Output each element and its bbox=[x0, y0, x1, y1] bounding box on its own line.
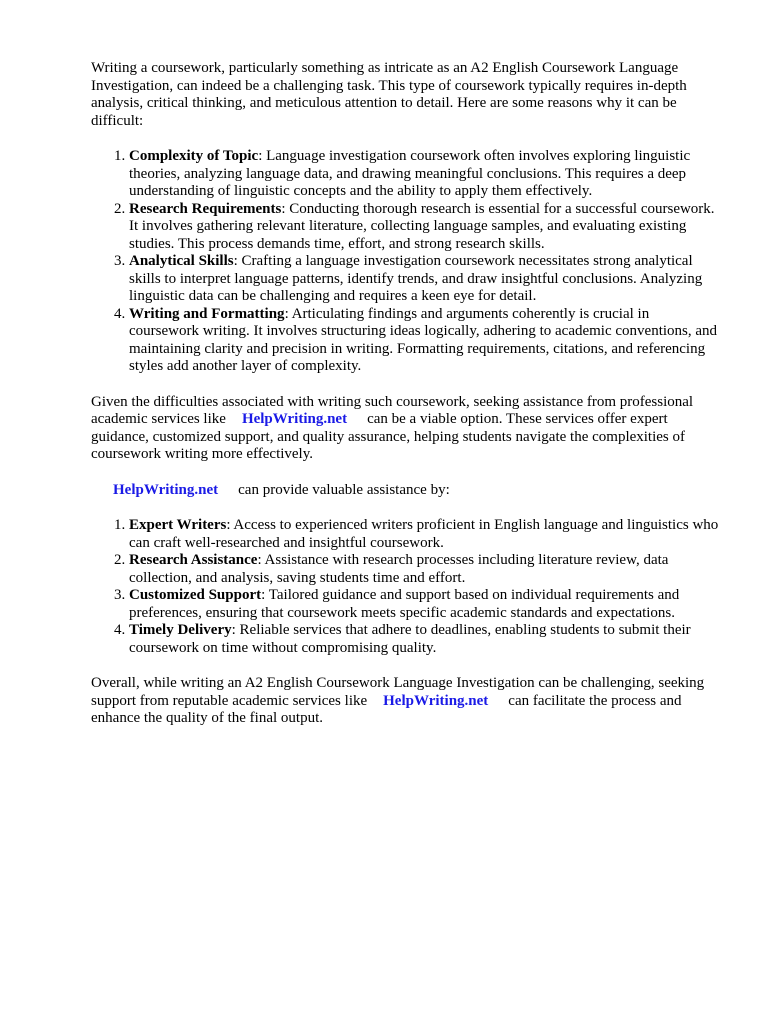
list-item bbox=[129, 253, 721, 306]
list-item bbox=[129, 148, 721, 201]
list-item bbox=[129, 622, 721, 657]
service-title: Timely Delivery bbox=[129, 622, 232, 638]
service-title: Expert Writers bbox=[129, 517, 227, 533]
given-text-after: can be a viable option. These services offer expert guidance, customized support, and quality assurance, helping students navigate the complexities of coursework writing more effectively. bbox=[91, 411, 686, 462]
reason-title: Research Requirements bbox=[129, 200, 282, 217]
closing-text-after: can facilitate the process and enhance the quality of the final output. bbox=[91, 692, 682, 726]
reasons-list bbox=[91, 148, 721, 376]
service-text: : Access to experienced writers proficient in English language and linguistics who can craft well-researched and insightful coursework. bbox=[129, 517, 719, 551]
service-title: Customized Support bbox=[129, 587, 262, 603]
helpwriting-link[interactable]: HelpWriting.net bbox=[241, 411, 348, 427]
list-item bbox=[129, 517, 721, 552]
reason-title: Analytical Skills bbox=[129, 253, 234, 269]
list-item bbox=[129, 201, 721, 254]
reason-title: Complexity of Topic bbox=[129, 148, 259, 164]
reason-text: : Crafting a language investigation coursework necessitates strong analytical skills to interpret language patterns, identify trends, and draw insightful conclusions. Analyzing linguistic data can be challenging and requires a keen eye for detail. bbox=[129, 253, 703, 304]
services-list bbox=[91, 517, 721, 657]
helpwriting-link[interactable]: HelpWriting.net bbox=[383, 692, 489, 709]
service-text: : Tailored guidance and support based on individual requirements and preferences, ensuring that coursework meets specific academic standards and expectations. bbox=[129, 587, 680, 621]
service-text: : Reliable services that adhere to deadlines, enabling students to submit their coursework on time without compromising quality. bbox=[129, 622, 691, 656]
service-text: : Assistance with research processes including literature review, data collection, and analysis, saving students time and effort. bbox=[129, 552, 669, 586]
list-item bbox=[129, 587, 721, 622]
given-text-before: Given the difficulties associated with writing such coursework, seeking assistance from professional academic services like bbox=[91, 393, 694, 427]
given-paragraph bbox=[91, 394, 721, 464]
closing-paragraph bbox=[91, 675, 721, 728]
offer-text: can provide valuable assistance by: bbox=[238, 481, 450, 498]
list-item bbox=[129, 306, 721, 376]
service-title: Research Assistance bbox=[129, 552, 258, 568]
list-item bbox=[129, 552, 721, 587]
reason-text: : Language investigation coursework often involves exploring linguistic theories, analyzing language data, and drawing meaningful conclusions. This requires a deep understanding of linguistic concepts and the ability to apply them effectively. bbox=[129, 148, 691, 199]
reason-title: Writing and Formatting bbox=[129, 305, 285, 322]
document-body bbox=[91, 60, 721, 746]
closing-text-before: Overall, while writing an A2 English Coursework Language Investigation can be challenging, seeking support from reputable academic services like bbox=[91, 675, 705, 709]
helpwriting-link[interactable]: HelpWriting.net bbox=[113, 481, 219, 498]
offer-paragraph bbox=[91, 482, 721, 500]
reason-text: : Articulating findings and arguments coherently is crucial in coursework writing. It involves structuring ideas logically, adhering to academic conventions, and maintaining clarity and precision in writing. Formatting requirements, citations, and referencing styles add another layer of complexity. bbox=[129, 305, 718, 374]
intro-paragraph: Writing a coursework, particularly something as intricate as an A2 English Coursework Language Investigation, can indeed be a challenging task. This type of coursework typically requires in-depth analysis, critical thinking, and meticulous attention to detail. Here are some reasons why it can be difficult: bbox=[91, 60, 687, 129]
reason-text: : Conducting thorough research is essential for a successful coursework. It involves gathering relevant literature, collecting language samples, and evaluating existing studies. This process demands time, effort, and strong research skills. bbox=[129, 200, 715, 252]
